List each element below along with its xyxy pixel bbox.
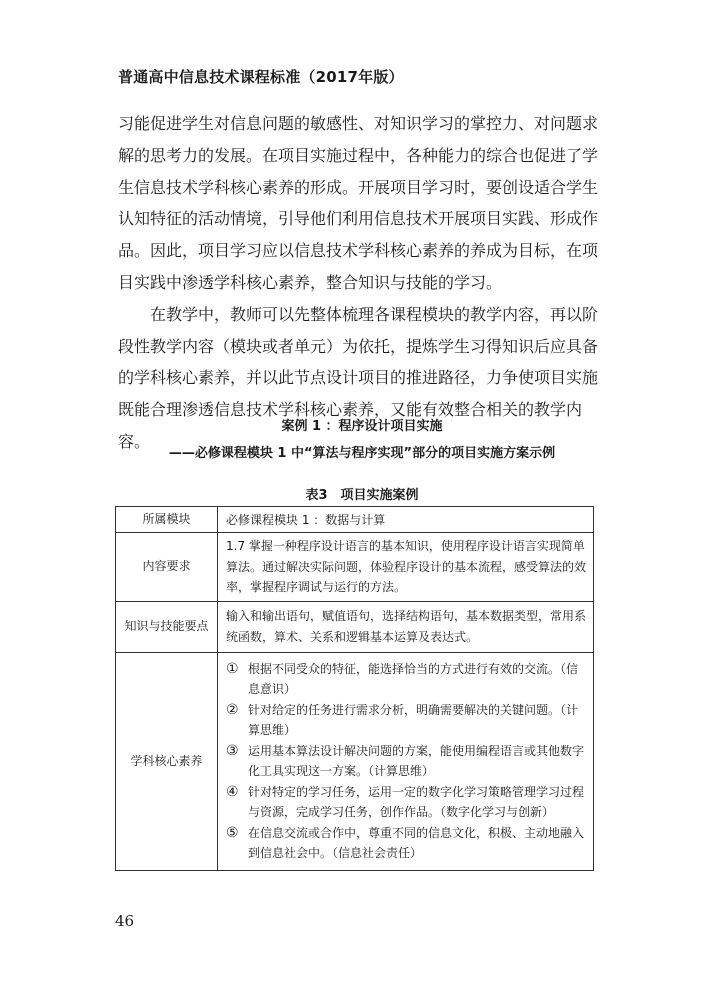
item-text: 运用基本算法设计解决问题的方案，能使用编程语言或其他数字化工具实现这一方案。（计算思维） (248, 743, 585, 778)
table-row (116, 601, 594, 652)
paragraph-continuation: 习能促进学生对信息问题的敏感性、对知识学习的掌控力、对问题求解的思考力的发展。在项目实施过程中，各种能力的综合也促进了学生信息技术学科核心素养的形成。开展项目学习时，要创设适合学生认知特征的活动情境，引导他们利用信息技术开展项目实践、形成作品。因此，项目学习应以信息技术学科核心素养的养成为目标，在项目实践中渗透学科核心素养，整合知识与技能的学习。 (118, 114, 599, 292)
list-item (226, 782, 586, 823)
case-title: 案例 1 ：程序设计项目实施 (281, 419, 443, 434)
item-text: 针对特定的学习任务，运用一定的数字化学习策略管理学习过程与资源，完成学习任务，创作作品。（数字化学习与创新） (248, 784, 585, 819)
literacy-value (218, 652, 594, 870)
item-number: ③ (226, 742, 239, 759)
item-text: 在信息交流或合作中，尊重不同的信息文化，积极、主动地融入到信息社会中。（信息社会责任） (248, 825, 585, 860)
body-text (118, 108, 606, 458)
item-text: 根据不同受众的特征，能选择恰当的方式进行有效的交流。（信息意识） (248, 661, 579, 696)
paragraph-teaching: 在教学中，教师可以先整体梳理各课程模块的教学内容，再以阶段性教学内容（模块或者单元）为依托，提炼学生习得知识后应具备的学科核心素养，并以此节点设计项目的推进路径，力争使项目实施既能合理渗透信息技术学科核心素养，又能有效整合相关的教学内容。 (118, 304, 599, 451)
list-item (226, 659, 586, 700)
table-caption: 表3 项目实施案例 (305, 488, 419, 503)
table-row (116, 652, 594, 870)
running-header: 普通高中信息技术课程标准（2017年版） (118, 68, 404, 86)
item-number: ④ (226, 783, 239, 800)
case-subtitle: ——必修课程模块 1 中“算法与程序实现”部分的项目实施方案示例 (168, 446, 556, 461)
list-item (226, 741, 586, 782)
page-number: 46 (115, 912, 135, 930)
item-number: ② (226, 701, 239, 718)
content-value: 1.7 掌握一种程序设计语言的基本知识，使用程序设计语言实现简单算法。通过解决实际问题，体验程序设计的基本流程，感受算法的效率，掌握程序调试与运行的方法。 (218, 533, 594, 602)
module-value: 必修课程模块 1 ：数据与计算 (218, 507, 594, 533)
case-table (115, 506, 594, 871)
content-label: 内容要求 (116, 533, 218, 602)
list-item (226, 700, 586, 741)
literacy-list (226, 657, 586, 866)
skills-label: 知识与技能要点 (116, 601, 218, 652)
list-item (226, 823, 586, 864)
table-row (116, 507, 594, 533)
item-number: ① (226, 660, 239, 677)
table-row (116, 533, 594, 602)
literacy-label: 学科核心素养 (116, 652, 218, 870)
item-number: ⑤ (226, 824, 239, 841)
module-label: 所属模块 (116, 507, 218, 533)
item-text: 针对给定的任务进行需求分析，明确需要解决的关键问题。（计算思维） (248, 702, 579, 737)
skills-value: 输入和输出语句，赋值语句，选择结构语句，基本数据类型，常用系统函数，算术、关系和逻辑基本运算及表达式。 (218, 601, 594, 652)
